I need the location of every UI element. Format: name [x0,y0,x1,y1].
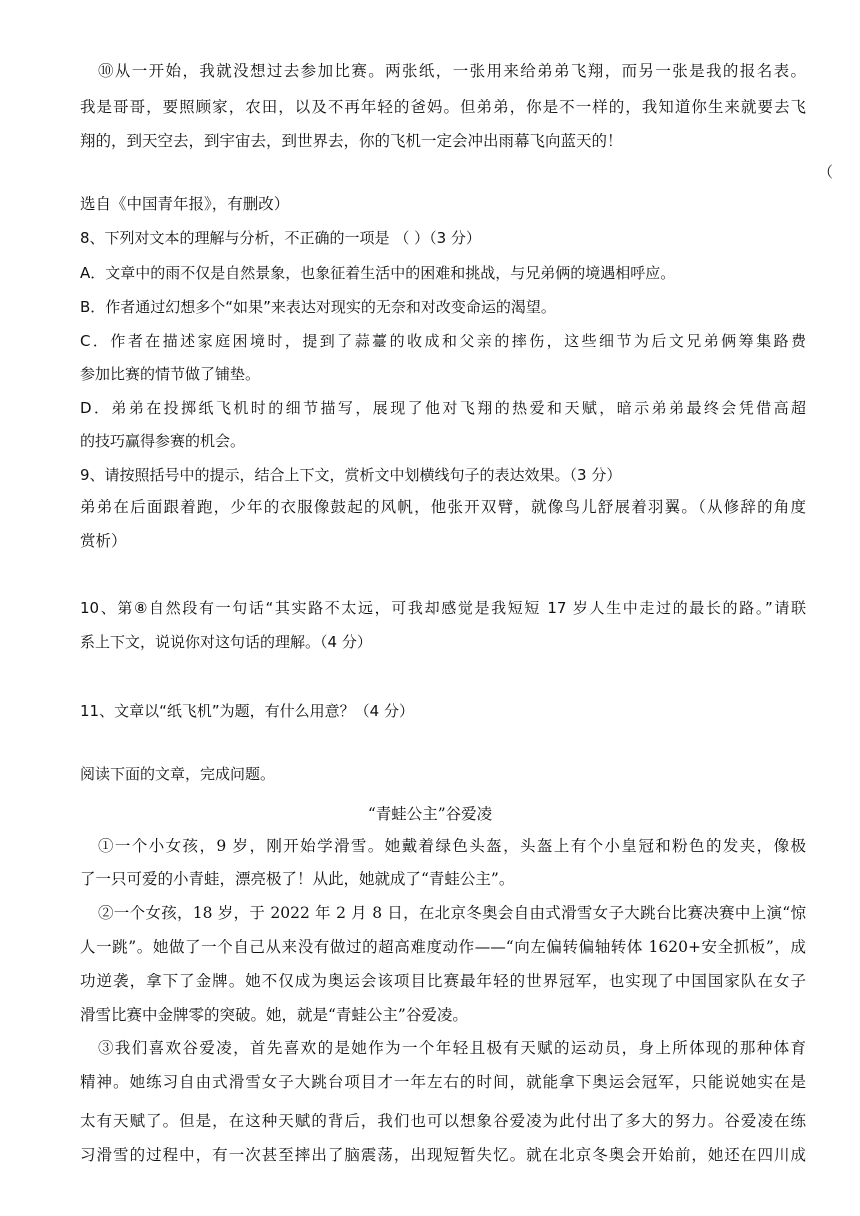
question-8-stem: 8、下列对文本的理解与分析，不正确的一项是 （ ）（3 分） [80,229,481,247]
question-10-line-2: 系上下文，说说你对这句话的理解。（4 分） [80,633,372,651]
para1-line-2: 了一只可爱的小青蛙，漂亮极了！从此，她就成了“青蛙公主”。 [80,870,515,888]
para10-line-1: ⑩从一开始，我就没想过去参加比赛。两张纸，一张用来给弟弟飞翔，而另一张是我的报名表。 [98,62,806,80]
para3-line-4: 习滑雪的过程中，有一次甚至摔出了脑震荡，出现短暂失忆。就在北京冬奥会开始前，她还在四川成 [80,1146,806,1164]
para3-line-3: 太有天赋了。但是，在这种天赋的背后，我们也可以想象谷爱凌为此付出了多大的努力。谷爱凌在练 [80,1112,806,1130]
para1-line-1: ①一个小女孩，9 岁，刚开始学滑雪。她戴着绿色头盔，头盔上有个小皇冠和粉色的发夹，像极 [98,837,806,855]
question-8-option-d-line-1: D．弟弟在投掷纸飞机时的细节描写，展现了他对飞翔的热爱和天赋，暗示弟弟最终会凭借高超 [80,399,806,417]
para3-line-2: 精神。她练习自由式滑雪女子大跳台项目才一年左右的时间，就能拿下奥运会冠军，只能说她实在是 [80,1073,806,1091]
question-9-quote-line-1: 弟弟在后面跟着跑，少年的衣服像鼓起的风帆，他张开双臂，就像鸟儿舒展着羽翼。（从修辞的角度 [80,498,806,516]
source-citation: 选自《中国青年报》，有删改） [80,195,290,213]
question-8-option-a: A．文章中的雨不仅是自然景象，也象征着生活中的困难和挑战，与兄弟俩的境遇相呼应。 [80,264,676,282]
question-9-stem: 9、请按照括号中的提示，结合上下文，赏析文中划横线句子的表达效果。（3 分） [80,466,622,484]
passage-2-intro: 阅读下面的文章，完成问题。 [80,765,276,783]
passage-2-title: “青蛙公主”谷爱凌 [367,805,493,823]
question-10-line-1: 10、第⑧自然段有一句话“其实路不太远，可我却感觉是我短短 17 岁人生中走过的最长的路。”请联 [80,599,806,617]
para10-line-2: 我是哥哥，要照顾家，农田，以及不再年轻的爸妈。但弟弟，你是不一样的，我知道你生来就要去飞 [80,98,806,116]
para2-line-3: 功逆袭，拿下了金牌。她不仅成为奥运会该项目比赛最年轻的世界冠军，也实现了中国国家队在女子 [80,972,806,990]
question-9-quote-line-2: 赏析） [80,532,127,550]
para10-line-3: 翔的，到天空去，到宇宙去，到世界去，你的飞机一定会冲出雨幕飞向蓝天的！ [80,132,623,150]
para2-line-4: 滑雪比赛中金牌零的突破。她，就是“青蛙公主”谷爱凌。 [80,1006,468,1024]
question-8-option-c-line-1: C．作者在描述家庭困境时，提到了蒜薹的收成和父亲的摔伤，这些细节为后文兄弟俩筹集路费 [80,332,806,350]
para2-line-1: ②一个女孩，18 岁，于 2022 年 2 月 8 日，在北京冬奥会自由式滑雪女子大跳台比赛决赛中上演“惊 [98,904,806,922]
question-11-stem: 11、文章以“纸飞机”为题，有什么用意？（4 分） [80,702,414,720]
para2-line-2: 人一跳”。她做了一个自己从来没有做过的超高难度动作——“向左偏转偏轴转体 1620+安全抓板”，成 [80,938,806,956]
source-open-paren: （ [818,163,834,181]
question-8-option-c-line-2: 参加比赛的情节做了铺垫。 [80,365,261,383]
question-8-option-d-line-2: 的技巧赢得参赛的机会。 [80,432,246,450]
para3-line-1: ③我们喜欢谷爱凌，首先喜欢的是她作为一个年轻且极有天赋的运动员，身上所体现的那种体育 [98,1039,806,1057]
question-8-option-b: B．作者通过幻想多个“如果”来表达对现实的无奈和对改变命运的渴望。 [80,298,556,316]
